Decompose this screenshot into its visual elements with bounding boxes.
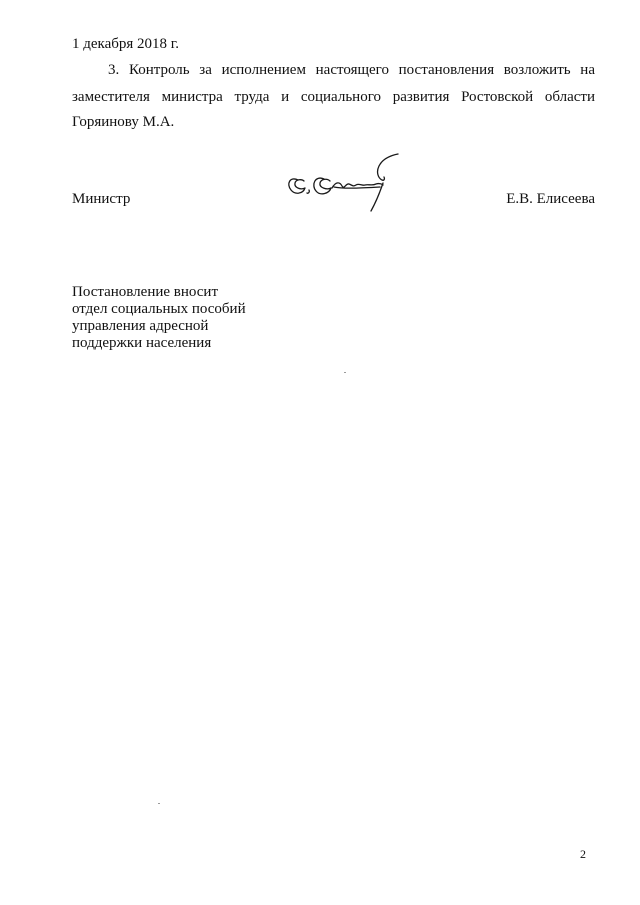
contributor-line-2: отдел социальных пособий: [72, 301, 246, 317]
date-line: 1 декабря 2018 г.: [72, 36, 179, 52]
contributor-line-3: управления адресной: [72, 318, 209, 334]
handwritten-signature: [282, 148, 402, 218]
signatory-position: Министр: [72, 191, 131, 207]
signatory-name: Е.В. Елисеева: [506, 191, 595, 207]
paragraph-3-line-3: Горяинову М.А.: [72, 114, 175, 130]
contributor-line-4: поддержки населения: [72, 335, 212, 351]
contributor-line-1: Постановление вносит: [72, 284, 219, 300]
scan-speck: [344, 372, 346, 373]
scan-speck: [158, 803, 160, 804]
page-number: 2: [580, 847, 586, 861]
paragraph-3-line-2: заместителя министра труда и социального развития Ростовской области: [72, 89, 595, 105]
paragraph-3-line-1: 3. Контроль за исполнением настоящего постановления возложить на: [108, 62, 595, 78]
